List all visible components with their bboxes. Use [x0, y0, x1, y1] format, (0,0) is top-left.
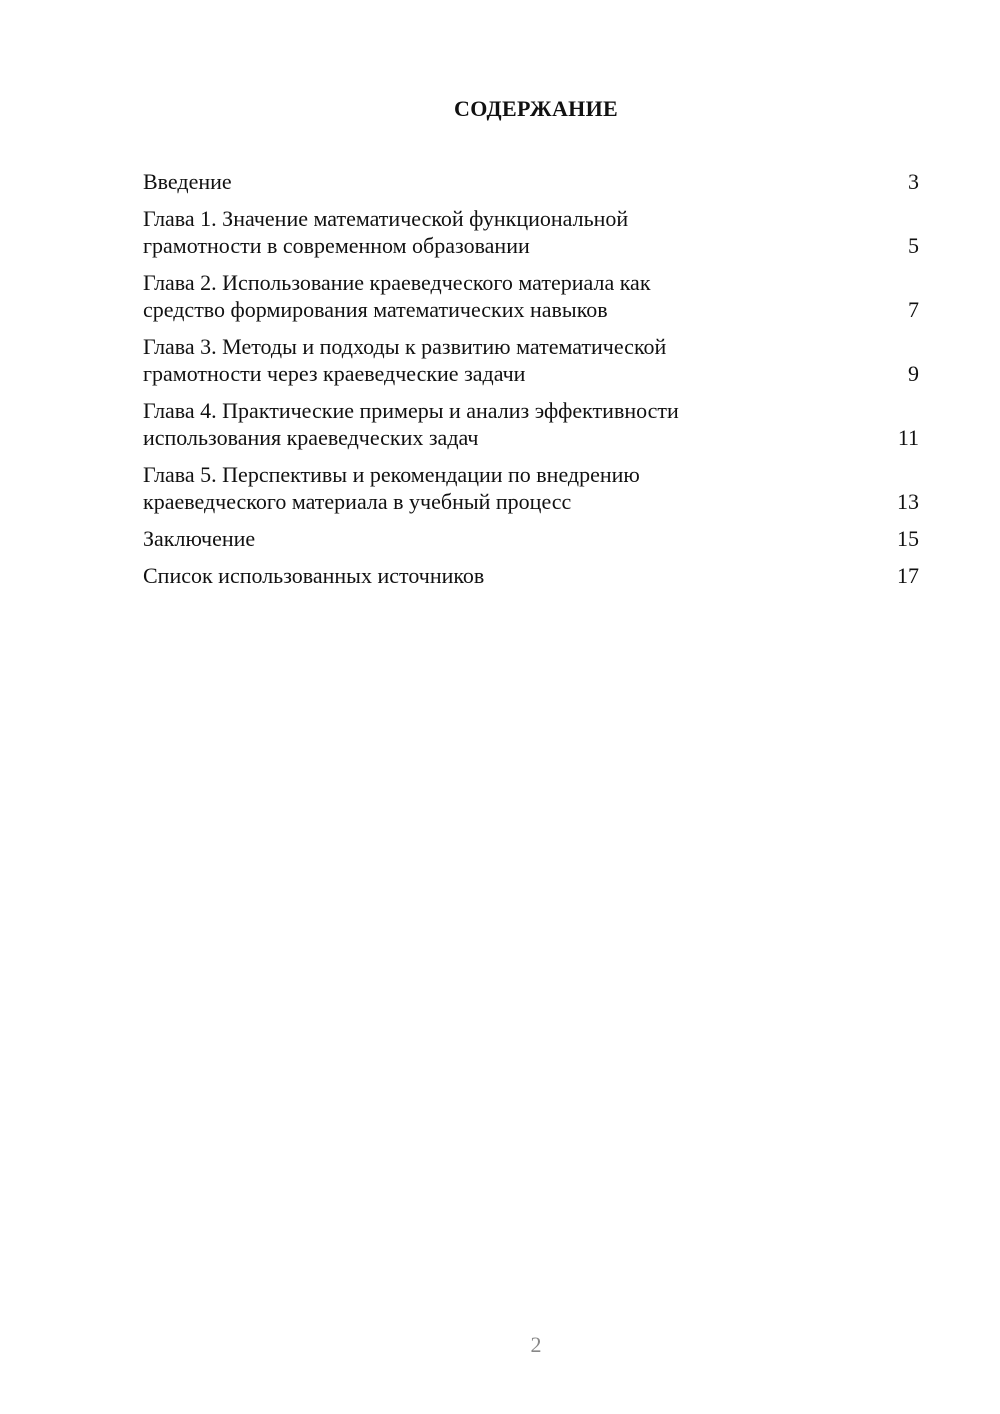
toc-entry-text: Список использованных источников	[143, 563, 485, 588]
toc-entry-chapter-5	[143, 461, 919, 515]
toc-entry-page: 17	[897, 563, 919, 588]
table-of-contents	[143, 168, 919, 599]
page-number: 2	[530, 1332, 542, 1357]
page-title: СОДЕРЖАНИЕ	[454, 96, 618, 121]
toc-entry-page: 11	[897, 425, 919, 450]
toc-entry-text: Глава 1. Значение математической функциональной грамотности в современном образовании	[143, 206, 629, 258]
toc-entry-chapter-2	[143, 269, 919, 323]
toc-entry-introduction	[143, 168, 919, 195]
toc-entry-text: Глава 2. Использование краеведческого материала как средство формирования математических навыков	[143, 270, 651, 322]
toc-entry-conclusion	[143, 525, 919, 552]
toc-entry-page: 9	[908, 361, 919, 386]
toc-entry-page: 7	[908, 297, 919, 322]
toc-entry-text: Заключение	[143, 526, 256, 551]
toc-entry-references	[143, 562, 919, 589]
toc-entry-page: 3	[908, 169, 919, 194]
toc-entry-chapter-3	[143, 333, 919, 387]
toc-entry-chapter-4	[143, 397, 919, 451]
toc-entry-text: Глава 5. Перспективы и рекомендации по внедрению краеведческого материала в учебный процесс	[143, 462, 640, 514]
toc-entry-text: Глава 3. Методы и подходы к развитию математической грамотности через краеведческие задачи	[143, 334, 667, 386]
toc-entry-text: Введение	[143, 169, 232, 194]
toc-entry-page: 15	[897, 526, 919, 551]
toc-entry-page: 13	[897, 489, 919, 514]
toc-entry-page: 5	[908, 233, 919, 258]
toc-entry-chapter-1	[143, 205, 919, 259]
toc-entry-text: Глава 4. Практические примеры и анализ эффективности использования краеведческих задач	[143, 398, 679, 450]
